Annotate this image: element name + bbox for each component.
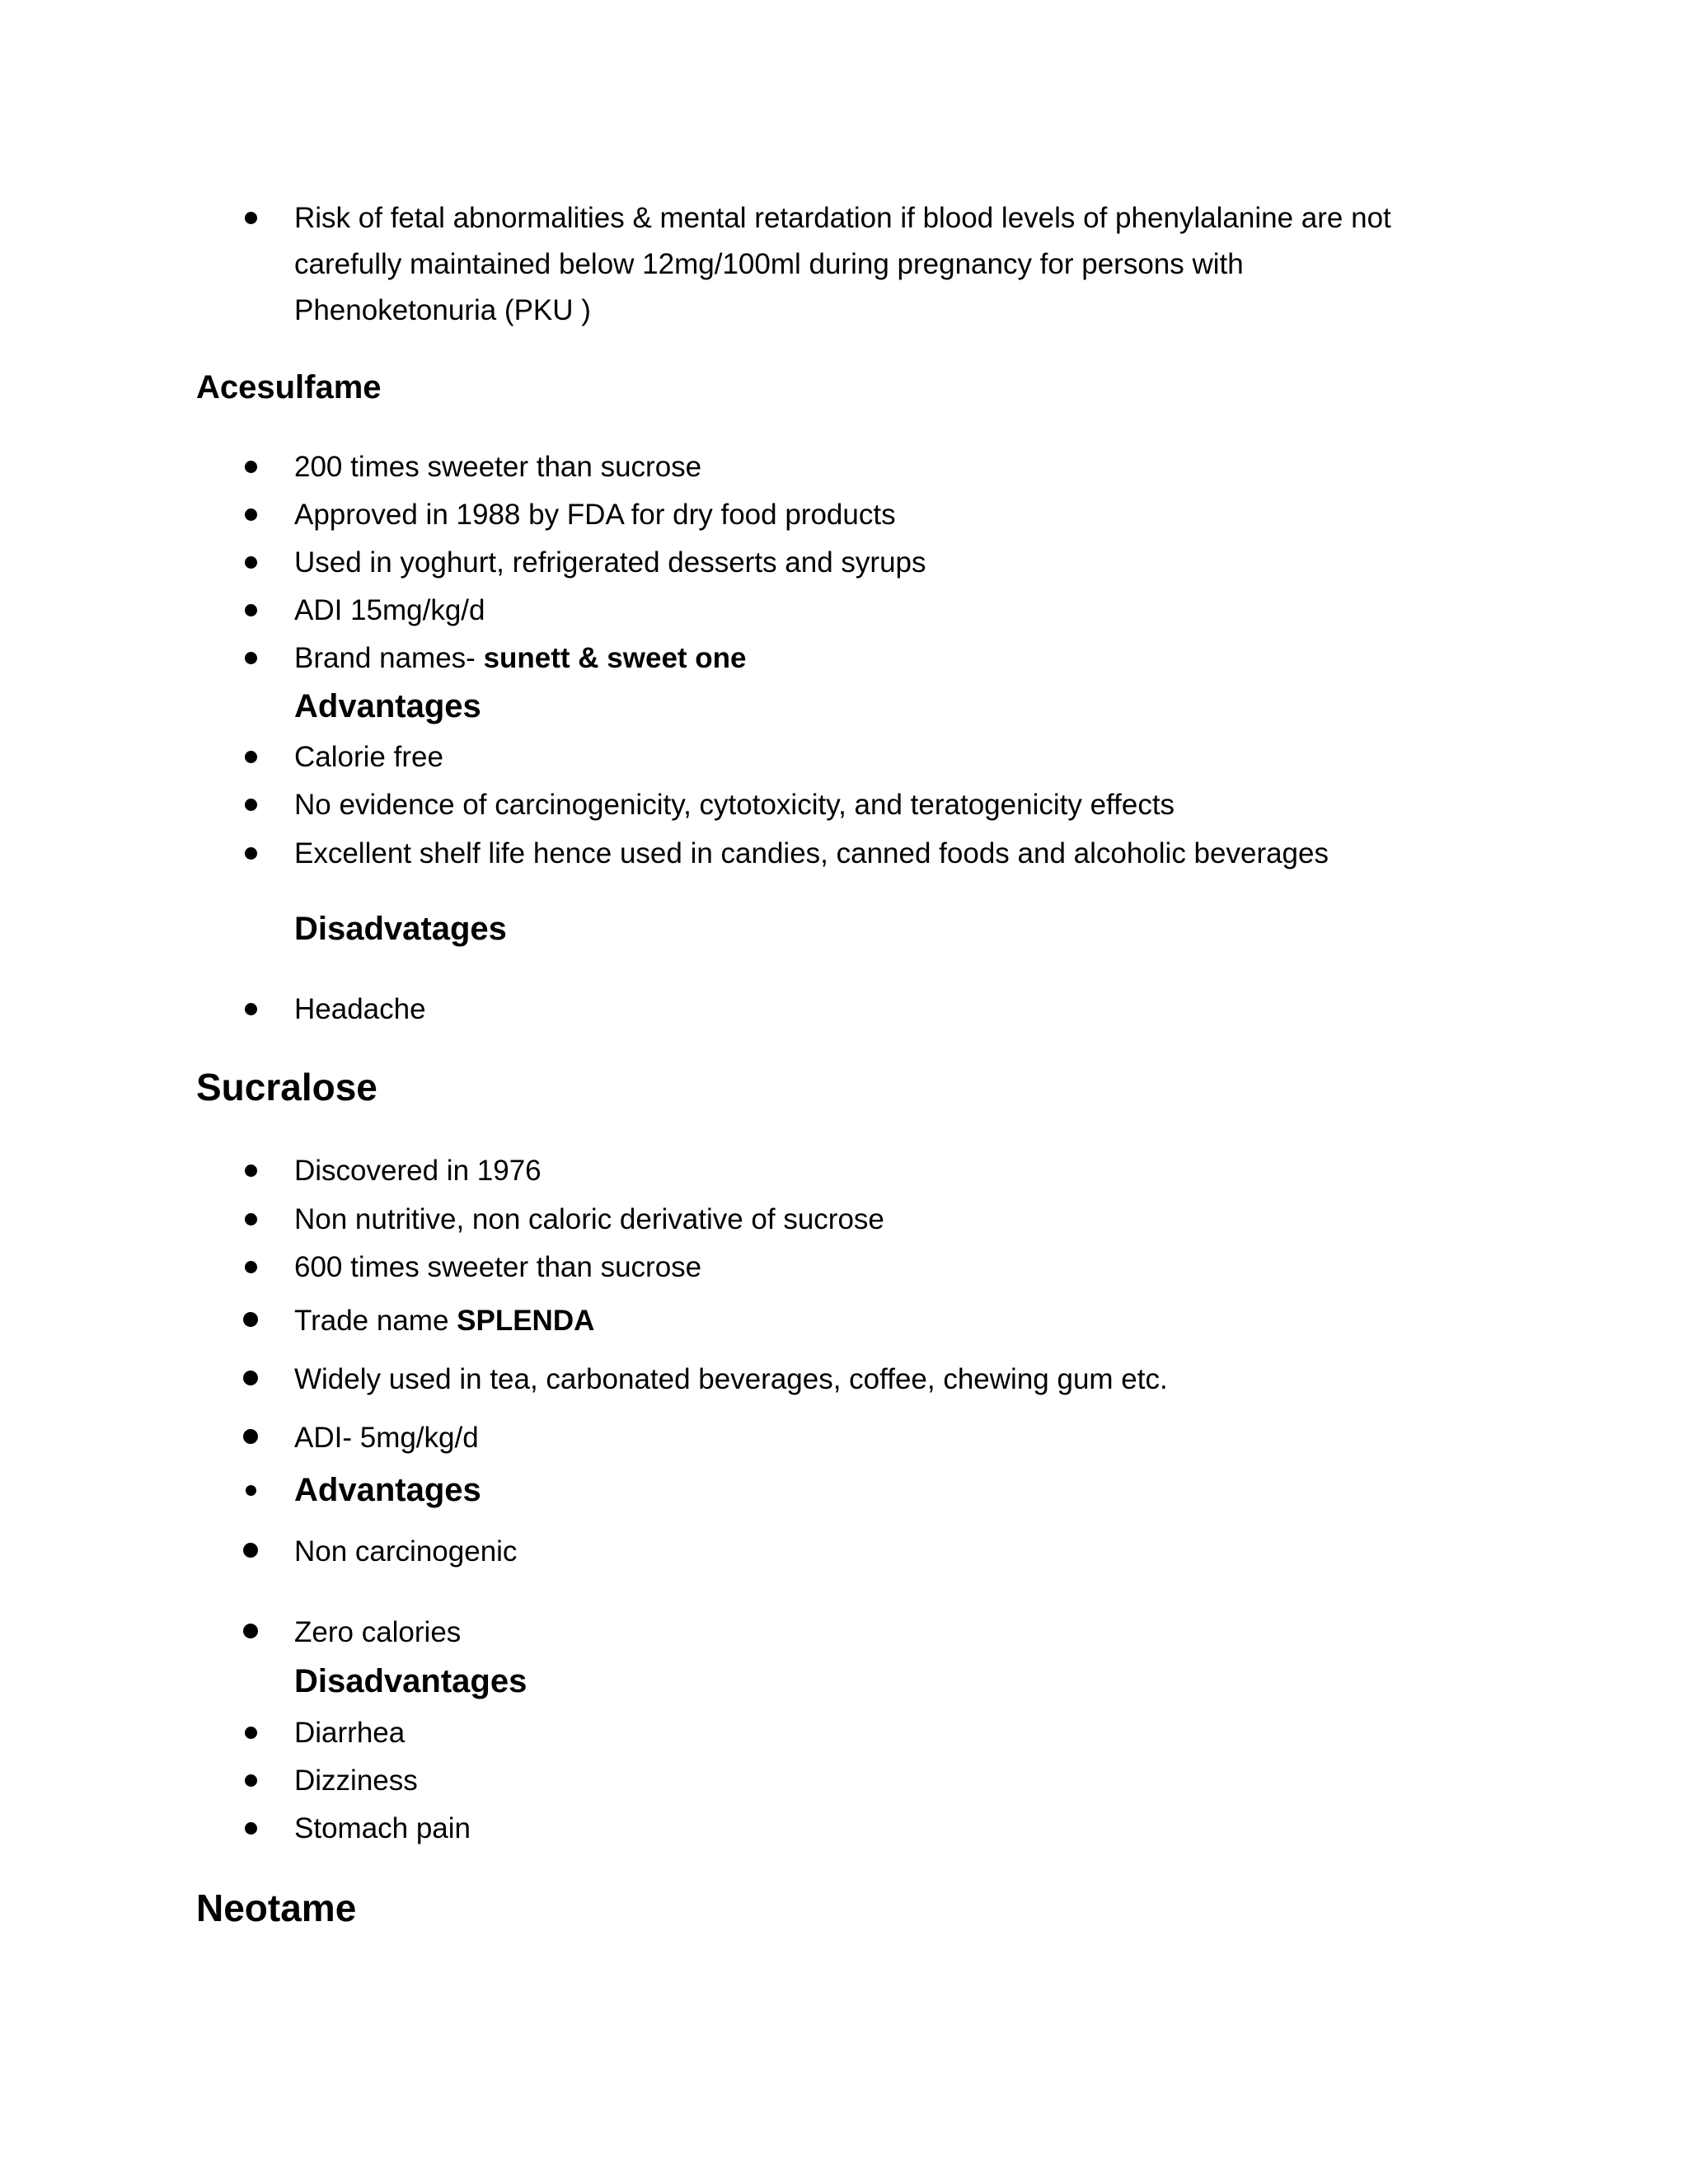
sucralose-disadvantage-1: Diarrhea — [294, 1717, 406, 1749]
bullet-icon — [245, 1003, 257, 1015]
intro-line-1: Risk of fetal abnormalities & mental retardation if blood levels of phenylalanine are not — [294, 202, 1391, 234]
sucralose-advantage-1: Non carcinogenic — [294, 1535, 518, 1568]
bullet-icon — [245, 1213, 257, 1226]
bullet-icon — [243, 1429, 258, 1444]
trade-name: SPLENDA — [457, 1305, 595, 1337]
acesulfame-disadvantages-heading: Disadvatages — [294, 911, 507, 947]
heading-acesulfame: Acesulfame — [196, 369, 382, 405]
bullet-icon — [245, 847, 257, 860]
bullet-icon — [245, 652, 257, 664]
acesulfame-item-1: 200 times sweeter than sucrose — [294, 451, 702, 483]
bullet-icon — [246, 1485, 256, 1496]
intro-line-3: Phenoketonuria (PKU ) — [294, 294, 591, 326]
bullet-icon — [243, 1624, 258, 1638]
acesulfame-disadvantage-1: Headache — [294, 993, 426, 1025]
sucralose-item-5: Widely used in tea, carbonated beverages, coffee, chewing gum etc. — [294, 1363, 1168, 1395]
bullet-icon — [245, 1165, 257, 1177]
bullet-icon — [245, 751, 257, 763]
acesulfame-item-4: ADI 15mg/kg/d — [294, 594, 485, 626]
bullet-icon — [245, 461, 257, 473]
bullet-icon — [245, 556, 257, 569]
bullet-icon — [245, 799, 257, 811]
sucralose-item-3: 600 times sweeter than sucrose — [294, 1251, 702, 1283]
brand-names: sunett & sweet one — [483, 642, 747, 674]
bullet-icon — [243, 1312, 258, 1327]
acesulfame-brand-line — [294, 642, 747, 675]
sucralose-item-6: ADI- 5mg/kg/d — [294, 1422, 479, 1454]
sucralose-disadvantage-2: Dizziness — [294, 1765, 418, 1797]
bullet-icon — [245, 509, 257, 521]
bullet-icon — [243, 1371, 258, 1385]
intro-line-2: carefully maintained below 12mg/100ml during pregnancy for persons with — [294, 248, 1244, 280]
brand-prefix: Brand names- — [294, 642, 484, 674]
sucralose-item-1: Discovered in 1976 — [294, 1155, 542, 1187]
sucralose-trade-line — [294, 1305, 594, 1338]
bullet-icon — [243, 1543, 258, 1558]
bullet-icon — [245, 1727, 257, 1739]
sucralose-advantages-heading: Advantages — [294, 1472, 481, 1508]
acesulfame-advantage-1: Calorie free — [294, 741, 443, 773]
bullet-icon — [245, 212, 257, 224]
sucralose-advantage-2: Zero calories — [294, 1616, 462, 1648]
trade-prefix: Trade name — [294, 1305, 457, 1337]
sucralose-item-2: Non nutritive, non caloric derivative of sucrose — [294, 1203, 884, 1235]
heading-neotame: Neotame — [196, 1886, 357, 1929]
heading-sucralose: Sucralose — [196, 1066, 377, 1108]
bullet-icon — [245, 1261, 257, 1273]
acesulfame-advantage-3: Excellent shelf life hence used in candies, canned foods and alcoholic beverages — [294, 837, 1329, 869]
acesulfame-item-3: Used in yoghurt, refrigerated desserts and syrups — [294, 546, 926, 579]
bullet-icon — [245, 604, 257, 616]
acesulfame-item-2: Approved in 1988 by FDA for dry food products — [294, 499, 896, 531]
acesulfame-advantage-2: No evidence of carcinogenicity, cytotoxicity, and teratogenicity effects — [294, 789, 1175, 821]
bullet-icon — [245, 1822, 257, 1835]
bullet-icon — [245, 1774, 257, 1787]
sucralose-disadvantage-3: Stomach pain — [294, 1812, 471, 1844]
acesulfame-advantages-heading: Advantages — [294, 688, 481, 724]
sucralose-disadvantages-heading: Disadvantages — [294, 1663, 528, 1699]
